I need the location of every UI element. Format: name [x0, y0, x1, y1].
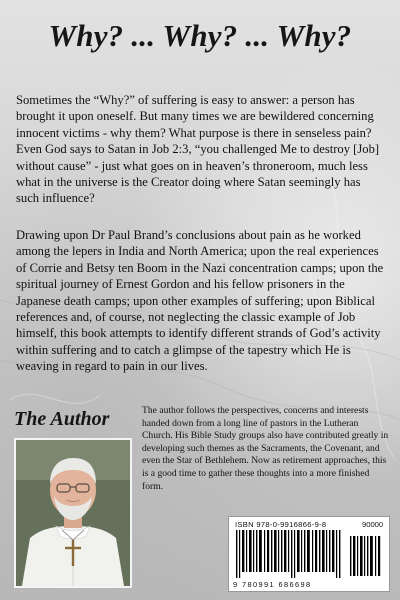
author-portrait-illustration [16, 440, 130, 586]
description-paragraph-2: Drawing upon Dr Paul Brand’s conclusions about pain as he worked among the lepers in India and North America; upon the real experiences of Corrie and Betsy ten Boom in the Nazi concentration camps; upon the spiritual journey of Ernest Gordon and his fellow prisoners in the Japanese death camps; upon other examples of suffering; upon Biblical references and, of course, not neglecting the classic example of Job himself, this book attempts to identify different strands of God’s activity within suffering and to catch a glimpse of the tapestry which He is weaving in regard to pain in our lives. [16, 228, 384, 374]
isbn-barcode-box [228, 516, 390, 592]
price-addon: 90000 [362, 520, 384, 529]
barcode-icon [234, 530, 384, 580]
author-photo [14, 438, 132, 588]
isbn-label: ISBN 978-0-9916866-9-8 [235, 520, 327, 529]
author-heading: The Author [14, 408, 110, 430]
description-paragraph-1: Sometimes the “Why?” of suffering is easy to answer: a person has brought it upon oneself. But many times we are bewildered concerning innocent victims - why them? What purpose is there in senseless pain? Even God says to Satan in Job 2:3, “you challenged Me to destroy [Job] without cause” - just what goes on in heaven’s throneroom, much less what in the universe is the Creator doing where Satan seemingly has such influence? [16, 93, 380, 206]
barcode-digits: 9 780991 686698 [233, 580, 312, 589]
book-title: Why? ... Why? ... Why? [48, 18, 352, 53]
author-bio: The author follows the perspectives, concerns and interests handed down from a long line of pastors in the Lutheran Church. His Bible Study groups also have contributed greatly in developing such themes as the Sacraments, the Covenant, and even the Star of Bethlehem. Now as retirement approaches, this is a good time to gather these thoughts into a more finished form. [142, 405, 389, 492]
